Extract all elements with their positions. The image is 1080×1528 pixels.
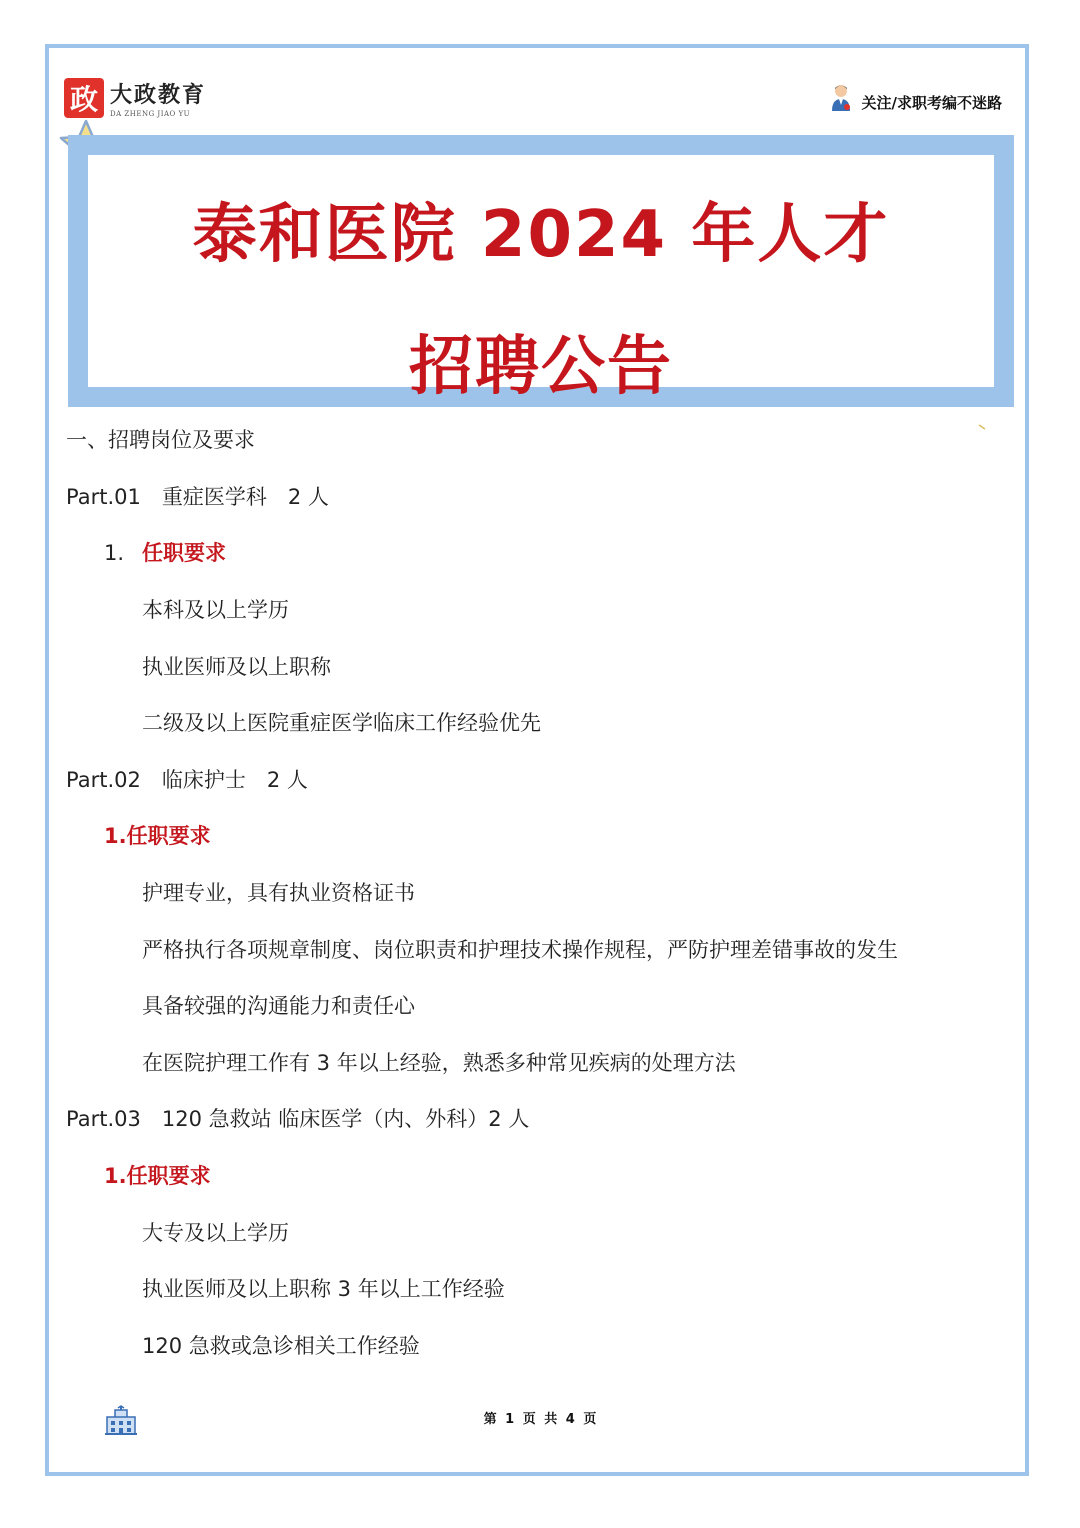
part-heading-3: Part.03 120 急救站 临床医学（内、外科）2 人 (66, 1107, 530, 1131)
part-heading-1: Part.01 重症医学科 2 人 (66, 485, 329, 509)
list-item: 执业医师及以上职称 (142, 655, 331, 679)
part-heading-2: Part.02 临床护士 2 人 (66, 768, 308, 792)
list-item: 本科及以上学历 (142, 598, 289, 622)
brand-logo (64, 78, 206, 118)
follow-tagline (830, 92, 1002, 113)
list-item: 在医院护理工作有 3 年以上经验，熟悉多种常见疾病的处理方法 (142, 1051, 736, 1075)
decorative-mark (978, 424, 986, 430)
follow-text: 关注/求职考编不迷路 (861, 94, 1002, 112)
logo-mark: 政 (64, 78, 104, 118)
list-item: 执业医师及以上职称 3 年以上工作经验 (142, 1277, 505, 1301)
person-icon (830, 83, 852, 113)
requirement-label-3: 1.任职要求 (104, 1164, 211, 1188)
list-item: 护理专业，具有执业资格证书 (142, 881, 415, 905)
list-item: 具备较强的沟通能力和责任心 (142, 994, 415, 1018)
list-number: 1. (104, 541, 125, 565)
title-banner (68, 135, 1014, 407)
title-line-2: 招聘公告 (409, 330, 673, 404)
title-line-1: 泰和医院 2024 年人才 (192, 198, 890, 272)
requirement-label-text: 任职要求 (142, 541, 227, 565)
logo-subtitle: DA ZHENG JIAO YU (110, 110, 191, 118)
logo-name: 大政教育 (110, 82, 207, 108)
requirement-label-1 (104, 537, 226, 567)
list-item: 大专及以上学历 (142, 1221, 289, 1245)
page-number: 第 1 页 共 4 页 (483, 1412, 597, 1427)
list-item: 120 急救或急诊相关工作经验 (142, 1334, 420, 1358)
section-heading: 一、招聘岗位及要求 (66, 428, 255, 452)
list-item: 严格执行各项规章制度、岗位职责和护理技术操作规程，严防护理差错事故的发生 (142, 938, 898, 962)
list-item: 二级及以上医院重症医学临床工作经验优先 (142, 711, 541, 735)
requirement-label-2: 1.任职要求 (104, 824, 211, 848)
